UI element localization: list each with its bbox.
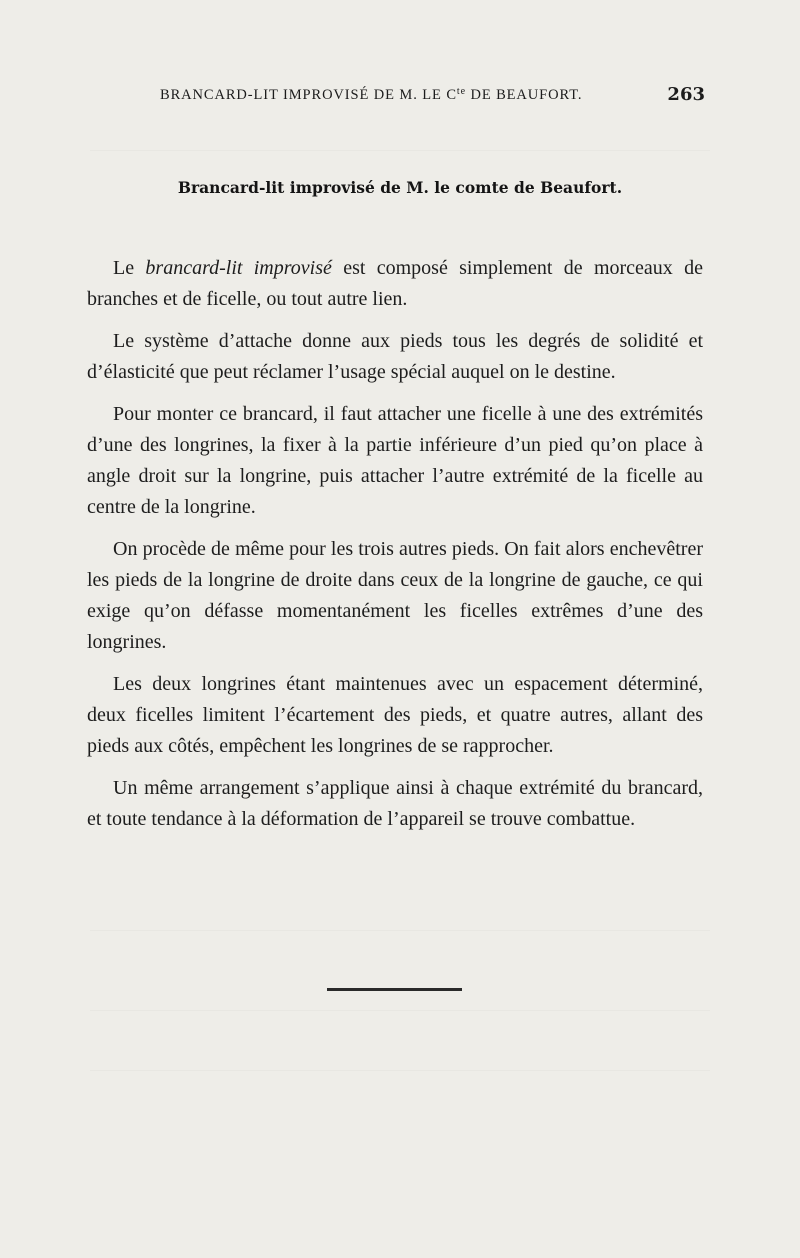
paragraph-lead: Le (113, 257, 146, 279)
italic-term: brancard-lit improvisé (145, 257, 332, 279)
article-title: Brancard-lit improvisé de M. le comte de Beaufort. (177, 178, 623, 197)
paragraph: On procède de même pour les trois autres pieds. On fait alors enchevêtrer les pieds de la longrine de droite dans ceux de la longrine de gauche, ce qui exige qu’on défasse momentanément les ficelles extrêmes d’une des longrines. (87, 538, 703, 653)
running-title-end: DE BEAUFORT. (465, 87, 583, 103)
show-through-line (90, 1070, 710, 1071)
show-through-line (90, 1010, 710, 1011)
paragraph: Pour monter ce brancard, il faut attacher une ficelle à une des extrémités d’une des longrines, la fixer à la partie inférieure d’un pied qu’on place à angle droit sur la longrine, puis attacher l’autre extrémité de la ficelle au centre de la longrine. (87, 403, 703, 518)
paragraph: Les deux longrines étant maintenues avec un espacement déterminé, deux ficelles limitent l’écartement des pieds, et quatre autres, allant des pieds aux côtés, empêchent les longrines de se rapprocher. (87, 673, 703, 757)
paragraph (87, 253, 703, 315)
paragraph: Le système d’attache donne aux pieds tous les degrés de solidité et d’élasticité que peut réclamer l’usage spécial auquel on le destine. (87, 330, 703, 383)
page-number: 263 (667, 84, 705, 105)
show-through-line (90, 150, 710, 151)
running-title-main: BRANCARD-LIT IMPROVISÉ DE M. LE C (160, 87, 457, 103)
paragraph-rest: est composé simplement de morceaux de branches et de ficelle, ou tout autre lien. (87, 257, 703, 310)
show-through-line (90, 930, 710, 931)
paragraph: Un même arrangement s’applique ainsi à chaque extrémité du brancard, et toute tendance à la déformation de l’appareil se trouve combattue. (87, 777, 703, 830)
running-header (160, 84, 705, 106)
running-title-superscript: te (456, 86, 466, 97)
running-title (160, 86, 582, 104)
article-body (87, 253, 703, 846)
section-end-rule (327, 988, 462, 991)
